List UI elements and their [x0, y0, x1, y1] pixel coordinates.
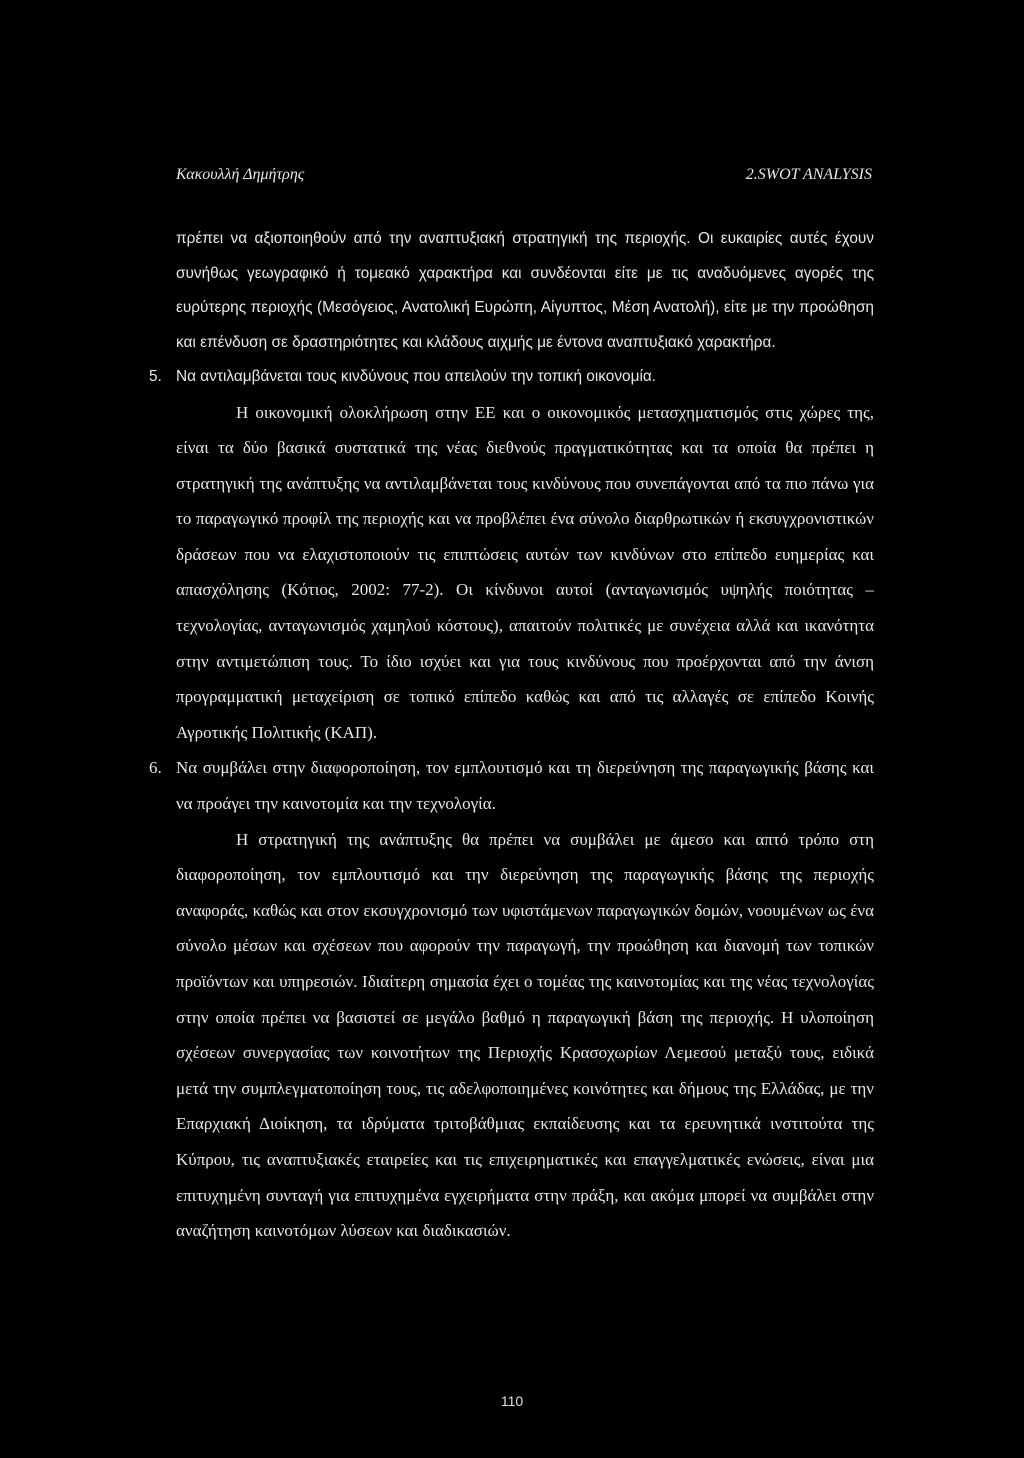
list-item-5 [149, 360, 874, 395]
header-section-title: 2.SWOT ANALYSIS [745, 166, 872, 183]
list-item-number: 6. [149, 758, 162, 778]
list-item-text: Να αντιλαμβάνεται τους κινδύνους που απειλούν την τοπική οικονομία. [176, 368, 657, 385]
page-number: 110 [500, 1393, 524, 1409]
list-item-number: 5. [149, 368, 162, 385]
page-header [176, 166, 872, 190]
paragraph-risks: Η οικονομική ολοκλήρωση στην ΕΕ και ο οικονομικός μετασχηματισμός στις χώρες της, είναι τα δύο βασικά συστατικά της νέας διεθνούς πραγματικότητας και τα οποία θα πρέπει η στρατηγική της ανάπτυξης να αντιλαμβάνεται τους κινδύνους που συνεπάγονται από τα πιο πάνω για το παραγωγικό προφίλ της περιοχής και να προβλέπει ένα σύνολο διαρθρωτικών ή εκσυγχρονιστικών δράσεων που να ελαχιστοποιούν τις επιπτώσεις αυτών των κινδύνων στο επίπεδο ευημερίας και απασχόλησης (Κότιος, 2002: 77-2). Οι κίνδυνοι αυτοί (ανταγωνισμός υψηλής ποιότητας – τεχνολογίας, ανταγωνισμός χαμηλού κόστους), απαιτούν πολιτικές με συνέχεια αλλά και ικανότητα στην αντιμετώπιση τους. Το ίδιο ισχύει και για τους κινδύνους που προέρχονται από την άνιση προγραμματική μεταχείριση σε τοπικό επίπεδο καθώς και από τις αλλαγές σε επίπεδο Κοινής Αγροτικής Πολιτικής (ΚΑΠ). [176, 402, 874, 742]
paragraph-opportunities: πρέπει να αξιοποιηθούν από την αναπτυξιακή στρατηγική της περιοχής. Οι ευκαιρίες αυτές έχουν συνήθως γεωγραφικό ή τομεακό χαρακτήρα και συνδέονται είτε με τις αναδυόμενες αγορές της ευρύτερης περιοχής (Μεσόγειος, Ανατολική Ευρώπη, Αίγυπτος, Μέση Ανατολή), είτε με την προώθηση και επένδυση σε δραστηριότητες και κλάδους αιχμής με έντονα αναπτυξιακό χαρακτήρα. [176, 230, 874, 351]
document-body [149, 222, 874, 1249]
list-item-text: Να συμβάλει στην διαφοροποίηση, τον εμπλουτισμό και τη διερεύνηση της παραγωγικής βάσης και να προάγει την καινοτομία και την τεχνολογία. [176, 758, 874, 814]
paragraph-strategy: Η στρατηγική της ανάπτυξης θα πρέπει να συμβάλει με άμεσο και απτό τρόπο στη διαφοροποίηση, τον εμπλουτισμό και την διερεύνηση της παραγωγικής βάσης της περιοχής αναφοράς, καθώς και στον εκσυγχρονισμό των υφιστάμενων παραγωγικών δομών, νοουμένων ως ένα σύνολο μέσων και σχέσεων που αφορούν την παραγωγή, την προώθηση και διανομή των τοπικών προϊόντων και υπηρεσιών. Ιδιαίτερη σημασία έχει ο τομέας της καινοτομίας και της νέας τεχνολογίας στην οποία πρέπει να βασιστεί σε μεγάλο βαθμό η παραγωγική βάση της περιοχής. Η υλοποίηση σχέσεων συνεργασίας των κοινοτήτων της Περιοχής Κρασοχωρίων Λεμεσού μεταξύ τους, ειδικά μετά την συμπλεγματοποίηση τους, τις αδελφοποιημένες κοινότητες και δήμους της Ελλάδας, με την Επαρχιακή Διοίκηση, τα ιδρύματα τριτοβάθμιας εκπαίδευσης και τα ερευνητικά ινστιτούτα της Κύπρου, τις αναπτυξιακές εταιρείες και τις επιχειρηματικές και επαγγελματικές ενώσεις, είναι μια επιτυχημένη συνταγή για επιτυχημένα εγχειρήματα στην πράξη, και ακόμα μπορεί να συμβάλει στην αναζήτηση καινοτόμων λύσεων και διαδικασιών. [176, 829, 874, 1241]
header-author: Κακουλλή Δημήτρης [176, 166, 305, 183]
list-item-6 [149, 750, 874, 821]
